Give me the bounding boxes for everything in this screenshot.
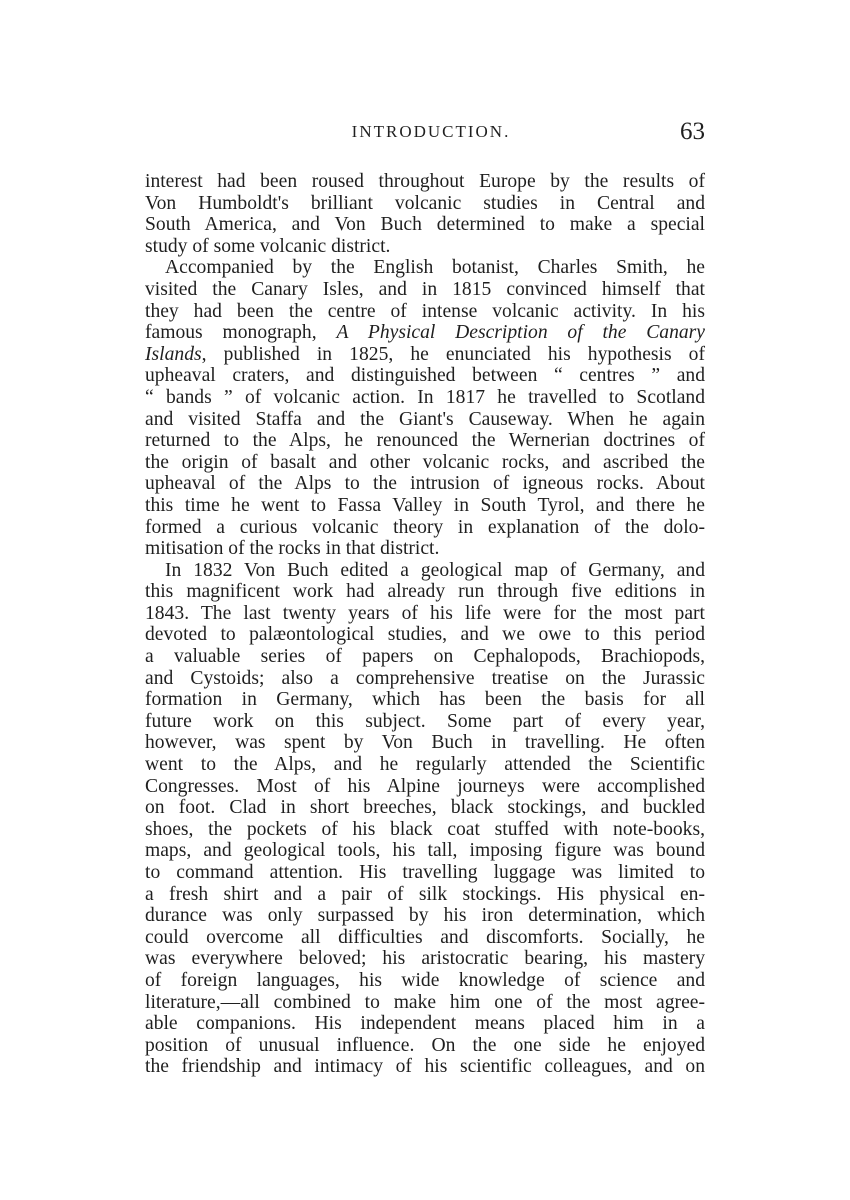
text-line: visited the Canary Isles, and in 1815 convinced himself that	[145, 278, 705, 300]
text-line: literature,—all combined to make him one of the most agree-	[145, 991, 705, 1013]
text-line: the friendship and intimacy of his scientific colleagues, and on	[145, 1056, 705, 1078]
text-line: devoted to palæontological studies, and we owe to this period	[145, 624, 705, 646]
page-number: 63	[680, 118, 705, 145]
text-line: Islands, published in 1825, he enunciated his hypothesis of	[145, 343, 705, 365]
text-line: formed a curious volcanic theory in explanation of the dolo-	[145, 516, 705, 538]
running-head	[145, 118, 705, 152]
text-line: formation in Germany, which has been the basis for all	[145, 689, 705, 711]
text-line: interest had been roused throughout Europe by the results of	[145, 171, 705, 192]
text-line: study of some volcanic district.	[145, 235, 391, 257]
text-line: a valuable series of papers on Cephalopods, Brachiopods,	[145, 646, 705, 668]
text-line: this time he went to Fassa Valley in South Tyrol, and there he	[145, 494, 705, 516]
text-line: and Cystoids; also a comprehensive treatise on the Jurassic	[145, 667, 705, 689]
text-line: and visited Staffa and the Giant's Causeway. When he again	[145, 408, 705, 430]
text-line: to command attention. His travelling luggage was limited to	[145, 862, 705, 883]
text-line: 1843. The last twenty years of his life were for the most part	[145, 602, 705, 624]
text-line: the origin of basalt and other volcanic rocks, and ascribed the	[145, 451, 705, 473]
text-line: Von Humboldt's brilliant volcanic studies in Central and	[145, 192, 705, 214]
text-line: able companions. His independent means placed him in a	[145, 1013, 705, 1035]
text-line: Accompanied by the English botanist, Charles Smith, he	[165, 257, 705, 279]
text-line: mitisation of the rocks in that district.	[145, 538, 440, 560]
text-line: of foreign languages, his wide knowledge of science and	[145, 969, 705, 991]
text-line: South America, and Von Buch determined to make a special	[145, 214, 705, 236]
book-title-italic: Islands	[145, 343, 202, 365]
text-line: In 1832 Von Buch edited a geological map of Germany, and	[165, 559, 705, 581]
text-line: returned to the Alps, he renounced the Wernerian doctrines of	[145, 430, 705, 452]
text-line: upheaval of the Alps to the intrusion of igneous rocks. About	[145, 473, 705, 495]
text-line: they had been the centre of intense volcanic activity. In his	[145, 300, 705, 322]
text-line: this magnificent work had already run through five editions in	[145, 581, 705, 603]
body-text	[145, 171, 705, 1078]
text-line: on foot. Clad in short breeches, black stockings, and buckled	[145, 797, 705, 819]
text-line: shoes, the pockets of his black coat stuffed with note-books,	[145, 818, 705, 840]
text-line: went to the Alps, and he regularly attended the Scientific	[145, 754, 705, 776]
text-line: famous monograph, A Physical Description of the Canary	[145, 322, 705, 344]
text-line: upheaval craters, and distinguished between “ centres ” and	[145, 365, 705, 387]
running-head-title: INTRODUCTION.	[351, 122, 511, 141]
book-title-italic: A Physical Description of the Canary	[336, 322, 705, 344]
text-line: durance was only surpassed by his iron determination, which	[145, 905, 705, 927]
text-line: a fresh shirt and a pair of silk stockings. His physical en-	[145, 883, 705, 905]
text-line: position of unusual influence. On the one side he enjoyed	[145, 1034, 705, 1056]
text-line: Congresses. Most of his Alpine journeys were accomplished	[145, 775, 705, 797]
text-line: future work on this subject. Some part of every year,	[145, 710, 705, 732]
text-line: however, was spent by Von Buch in travelling. He often	[145, 732, 705, 754]
text-line: “ bands ” of volcanic action. In 1817 he travelled to Scotland	[145, 386, 705, 408]
text-line: could overcome all difficulties and discomforts. Socially, he	[145, 926, 705, 948]
text-line: was everywhere beloved; his aristocratic bearing, his mastery	[145, 948, 705, 970]
text-line: maps, and geological tools, his tall, imposing figure was bound	[145, 840, 705, 862]
